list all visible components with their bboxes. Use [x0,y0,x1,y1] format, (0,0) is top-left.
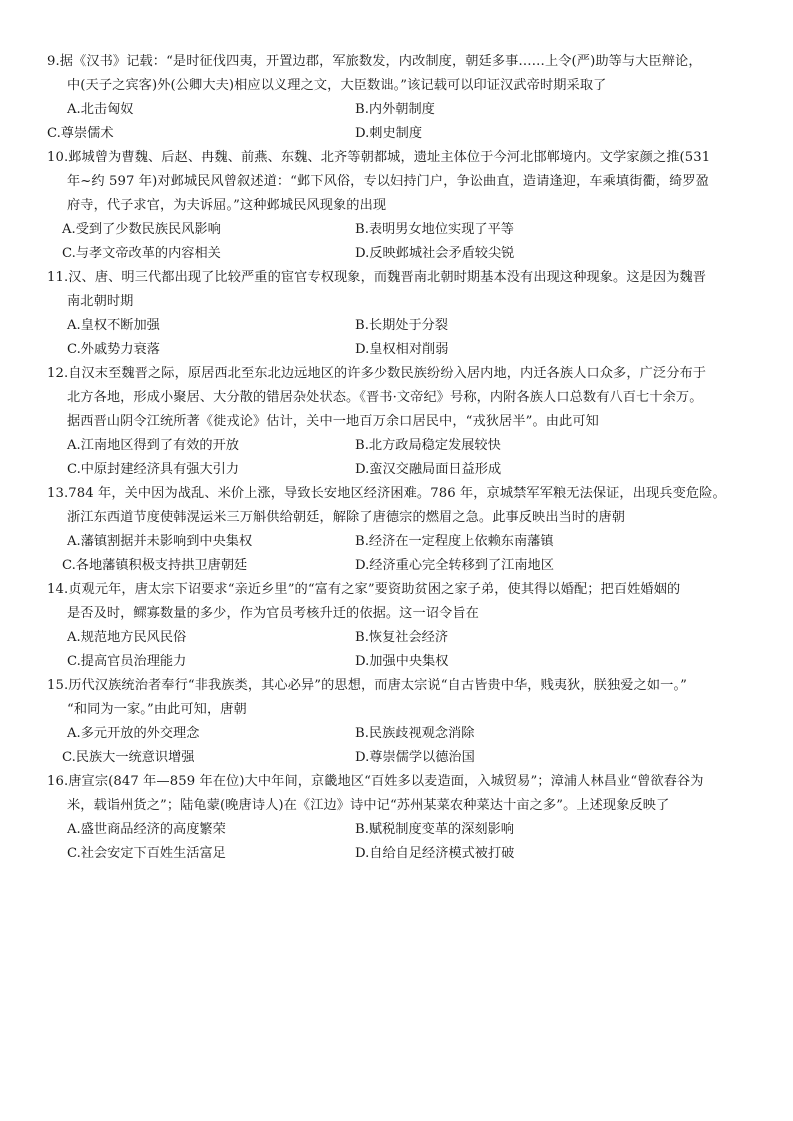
option-b[interactable]: B.内外朝制度 [355,102,435,117]
option-a[interactable]: A.江南地区得到了有效的开放 [67,438,239,453]
question-text-line: 9.据《汉书》记载：“是时征伐四夷，开置边郡，军旅数发，内改制度，朝廷多事……上令(严)助等与大臣辩论， [47,54,702,69]
question-text-line: 11.汉、唐、明三代都出现了比较严重的宦官专权现象，而魏晋南北朝时期基本没有出现这种现象。这是因为魏晋 [47,270,707,285]
option-a[interactable]: A.规范地方民风民俗 [67,630,187,645]
question-text-line: 北方各地，形成小聚居、大分散的错居杂处状态。《晋书·文帝纪》号称，内附各族人口总数有八百七十余万。 [67,390,703,405]
option-c[interactable]: C.尊崇儒术 [47,126,114,141]
question-text-line: 中(天子之宾客)外(公卿大夫)相应以义理之文，大臣数诎。”该记载可以印证汉武帝时期采取了 [67,78,607,93]
option-b[interactable]: B.经济在一定程度上依赖东南藩镇 [355,534,554,549]
question-text-line: 府寺，代子求官，为夫诉屈。”这种邺城民风现象的出现 [67,198,387,213]
option-a[interactable]: A.北击匈奴 [67,102,134,117]
question-text-line: 15.历代汉族统治者奉行“非我族类，其心必异”的思想，而唐太宗说“自古皆贵中华，贱夷狄，朕独爱之如一。” [47,678,687,693]
option-d[interactable]: D.刺史制度 [355,126,423,141]
option-b[interactable]: B.表明男女地位实现了平等 [355,222,514,237]
option-b[interactable]: B.恢复社会经济 [355,630,449,645]
option-b[interactable]: B.赋税制度变革的深刻影响 [355,822,514,837]
question-text-line: 浙江东西道节度使韩滉运米三万斛供给朝廷，解除了唐德宗的燃眉之急。此事反映出当时的唐朝 [67,510,626,525]
option-a[interactable]: A.盛世商品经济的高度繁荣 [67,822,226,837]
option-a[interactable]: A.受到了少数民族民风影响 [62,222,221,237]
question-text-line: 年~约 597 年)对邺城民风曾叙述道：“邺下风俗，专以妇持门户，争讼曲直，造请逢迎，车乘填街衢，绮罗盈 [67,174,709,189]
question-text-line: “和同为一家。”由此可知，唐朝 [67,702,247,717]
option-d[interactable]: D.皇权相对削弱 [355,342,449,357]
option-c[interactable]: C.各地藩镇积极支持拱卫唐朝廷 [62,558,248,573]
question-text-line: 16.唐宣宗(847 年—859 年在位)大中年间，京畿地区“百姓多以麦造面，入城贸易”；漳浦人林昌业“曾欲舂谷为 [47,774,704,789]
question-text-line: 据西晋山阴令江统所著《徙戎论》估计，关中一地百万余口居民中，“戎狄居半”。由此可知 [67,414,599,429]
option-a[interactable]: A.多元开放的外交理念 [67,726,200,741]
option-c[interactable]: C.与孝文帝改革的内容相关 [62,246,221,261]
option-a[interactable]: A.藩镇割据并未影响到中央集权 [67,534,253,549]
option-d[interactable]: D.自给自足经济模式被打破 [355,846,515,861]
option-c[interactable]: C.社会安定下百姓生活富足 [67,846,226,861]
option-d[interactable]: D.尊崇儒学以德治国 [355,750,475,765]
option-c[interactable]: C.中原封建经济具有强大引力 [67,462,240,477]
option-d[interactable]: D.反映邺城社会矛盾较尖锐 [355,246,515,261]
option-c[interactable]: C.外戚势力衰落 [67,342,160,357]
option-b[interactable]: B.长期处于分裂 [355,318,449,333]
option-c[interactable]: C.民族大一统意识增强 [62,750,195,765]
option-b[interactable]: B.北方政局稳定发展较快 [355,438,501,453]
question-text-line: 12.自汉末至魏晋之际，原居西北至东北边远地区的许多少数民族纷纷入居内地，内迁各族人口众多，广泛分布于 [47,366,707,381]
option-d[interactable]: D.蛮汉交融局面日益形成 [355,462,502,477]
question-text-line: 米，载诣州货之”；陆龟蒙(晚唐诗人)在《江边》诗中记“苏州某菜农种菜达十亩之多”。上述现象反映了 [67,798,670,813]
question-text-line: 13.784 年，关中因为战乱、米价上涨，导致长安地区经济困难。786 年，京城禁军军粮无法保证，出现兵变危险。 [47,486,726,501]
option-b[interactable]: B.民族歧视观念消除 [355,726,475,741]
option-a[interactable]: A.皇权不断加强 [67,318,160,333]
question-text-line: 14.贞观元年，唐太宗下诏要求“亲近乡里”的“富有之家”要资助贫困之家子弟，使其得以婚配；把百姓婚姻的 [47,582,681,597]
option-d[interactable]: D.加强中央集权 [355,654,449,669]
question-text-line: 是否及时，鳏寡数量的多少，作为官员考核升迁的依据。这一诏令旨在 [67,606,479,621]
option-d[interactable]: D.经济重心完全转移到了江南地区 [355,558,554,573]
question-text-line: 10.邺城曾为曹魏、后赵、冉魏、前燕、东魏、北齐等朝都城，遗址主体位于今河北邯郸境内。文学家颜之推(531 [47,150,711,165]
question-text-line: 南北朝时期 [67,294,134,309]
option-c[interactable]: C.提高官员治理能力 [67,654,187,669]
